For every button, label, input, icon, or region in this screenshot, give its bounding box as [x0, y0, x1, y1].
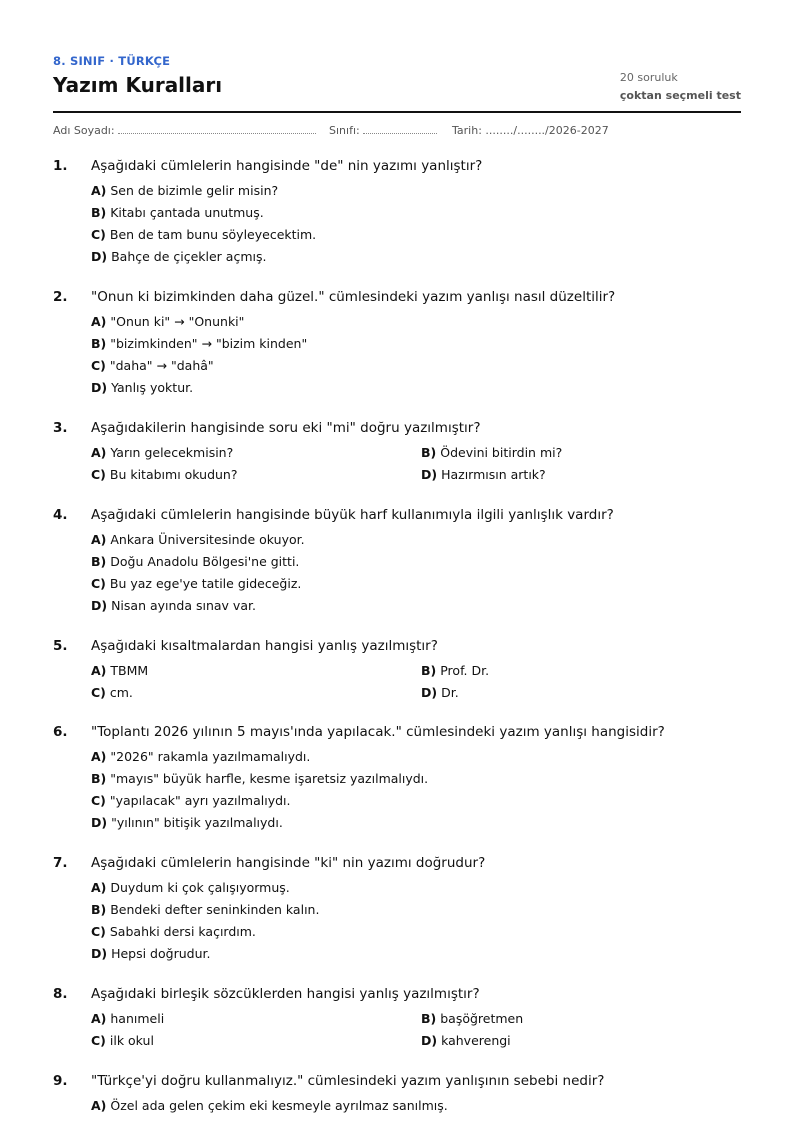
option-b[interactable]: B) başöğretmen [421, 1011, 524, 1026]
option-c[interactable]: C) Ben de tam bunu söyleyecektim. [91, 227, 317, 242]
option-b[interactable]: B) Ödevini bitirdin mi? [421, 445, 563, 460]
name-field[interactable] [53, 124, 316, 137]
option-a[interactable]: A) "Onun ki" → "Onunki" [91, 314, 245, 329]
test-type: çoktan seçmeli test [619, 89, 741, 102]
option-d[interactable]: D) "yılının" bitişik yazılmalıydı. [91, 815, 283, 830]
question-number: 1. [53, 158, 68, 174]
option-d[interactable]: D) Bahçe de çiçekler açmış. [91, 249, 267, 264]
date-field [452, 124, 609, 137]
option-c[interactable]: C) "yapılacak" ayrı yazılmalıydı. [91, 793, 291, 808]
question-number: 2. [53, 289, 68, 305]
option-b[interactable]: B) Doğu Anadolu Bölgesi'ne gitti. [91, 554, 300, 569]
date-value: ......../......../2026-2027 [485, 124, 609, 137]
question-text: "Toplantı 2026 yılının 5 mayıs'ında yapılacak." cümlesindeki yazım yanlışı hangisidir? [91, 724, 665, 740]
option-a[interactable]: A) Özel ada gelen çekim eki kesmeyle ayrılmaz sanılmış. [91, 1098, 448, 1113]
test-header [53, 54, 741, 102]
test-meta [620, 71, 741, 102]
page-title: Yazım Kuralları [53, 73, 223, 97]
question-number: 4. [53, 507, 68, 523]
question-number: 9. [53, 1073, 68, 1089]
name-label: Adı Soyadı: [53, 124, 115, 137]
option-c[interactable]: C) ilk okul [91, 1033, 154, 1048]
option-a[interactable]: A) Duydum ki çok çalışıyormuş. [91, 880, 290, 895]
class-field[interactable] [329, 124, 437, 137]
question-text: "Türkçe'yi doğru kullanmalıyız." cümlesindeki yazım yanlışının sebebi nedir? [91, 1073, 605, 1089]
question-number: 3. [53, 420, 68, 436]
option-c[interactable]: C) Bu kitabımı okudun? [91, 467, 238, 482]
question-text: Aşağıdaki cümlelerin hangisinde büyük harf kullanımıyla ilgili yanlışlık vardır? [91, 507, 614, 523]
option-c[interactable]: C) cm. [91, 685, 133, 700]
question-number: 5. [53, 638, 68, 654]
question-number: 6. [53, 724, 68, 740]
option-d[interactable]: D) Hepsi doğrudur. [91, 946, 211, 961]
header-divider [53, 111, 741, 113]
option-d[interactable]: D) Dr. [421, 685, 459, 700]
option-d[interactable]: D) Hazırmısın artık? [421, 467, 546, 482]
question-number: 8. [53, 986, 68, 1002]
question-text: Aşağıdaki cümlelerin hangisinde "de" nin yazımı yanlıştır? [91, 158, 483, 174]
name-blank[interactable] [118, 124, 316, 134]
option-a[interactable]: A) TBMM [91, 663, 149, 678]
class-label: Sınıfı: [329, 124, 360, 137]
option-d[interactable]: D) Nisan ayında sınav var. [91, 598, 256, 613]
question-text: Aşağıdaki cümlelerin hangisinde "ki" nin yazımı doğrudur? [91, 855, 486, 871]
class-blank[interactable] [363, 124, 437, 134]
question-number: 7. [53, 855, 68, 871]
option-b[interactable]: B) "mayıs" büyük harfle, kesme işaretsiz yazılmalıydı. [91, 771, 429, 786]
option-c[interactable]: C) "daha" → "dahâ" [91, 358, 214, 373]
option-c[interactable]: C) Bu yaz ege'ye tatile gideceğiz. [91, 576, 302, 591]
question-text: Aşağıdakilerin hangisinde soru eki "mi" doğru yazılmıştır? [91, 420, 481, 436]
question-text: Aşağıdaki kısaltmalardan hangisi yanlış yazılmıştır? [91, 638, 438, 654]
option-b[interactable]: B) Kitabı çantada unutmuş. [91, 205, 264, 220]
option-a[interactable]: A) "2026" rakamla yazılmamalıydı. [91, 749, 311, 764]
option-b[interactable]: B) "bizimkinden" → "bizim kinden" [91, 336, 308, 351]
option-a[interactable]: A) Yarın gelecekmisin? [91, 445, 234, 460]
option-c[interactable]: C) Sabahki dersi kaçırdım. [91, 924, 256, 939]
option-b[interactable]: B) Bendeki defter seninkinden kalın. [91, 902, 320, 917]
option-a[interactable]: A) Ankara Üniversitesinde okuyor. [91, 532, 305, 547]
option-b[interactable]: B) Prof. Dr. [421, 663, 490, 678]
question-text: "Onun ki bizimkinden daha güzel." cümlesindeki yazım yanlışı nasıl düzeltilir? [91, 289, 616, 305]
option-a[interactable]: A) hanımeli [91, 1011, 165, 1026]
date-label: Tarih: [452, 124, 482, 137]
option-a[interactable]: A) Sen de bizimle gelir misin? [91, 183, 279, 198]
question-text: Aşağıdaki birleşik sözcüklerden hangisi yanlış yazılmıştır? [91, 986, 480, 1002]
option-d[interactable]: D) Yanlış yoktur. [91, 380, 194, 395]
option-d[interactable]: D) kahverengi [421, 1033, 511, 1048]
question-count: 20 soruluk [619, 71, 678, 84]
subject-label: 8. SINIF · TÜRKÇE [53, 54, 171, 68]
